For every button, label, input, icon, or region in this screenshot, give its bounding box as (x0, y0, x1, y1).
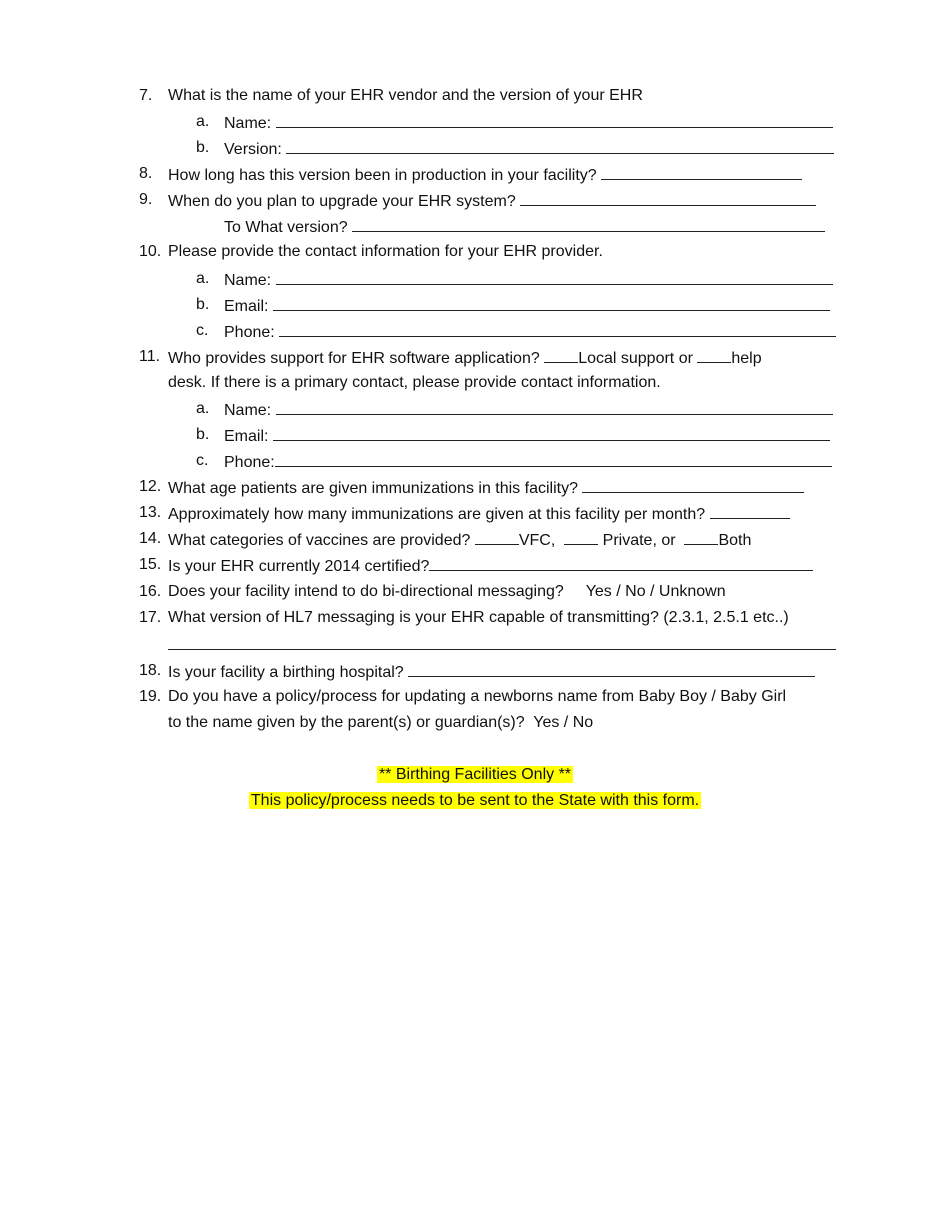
question-text: Please provide the contact information for your EHR provider. (168, 243, 603, 260)
item-letter: a. (196, 400, 210, 417)
birthing-hospital-field[interactable] (408, 658, 815, 677)
question-text: Approximately how many immunizations are given at this facility per month? (168, 506, 706, 523)
field-label: Name: (224, 402, 272, 419)
question-text: Do you have a policy/process for updating a newborns name from Baby Boy / Baby Girl (168, 688, 787, 705)
field-label: Name: (224, 115, 272, 132)
help-desk-blank[interactable] (697, 344, 731, 363)
question-number: 10. (139, 243, 162, 260)
question-text: What version of HL7 messaging is your EHR capable of transmitting? (2.3.1, 2.5.1 etc..) (168, 609, 789, 626)
item-letter: a. (196, 270, 210, 287)
field-label: Email: (224, 298, 269, 315)
question-text: When do you plan to upgrade your EHR system? (168, 193, 516, 210)
production-duration-field[interactable] (601, 161, 802, 180)
highlighted-notice: This policy/process needs to be sent to the State with this form. (250, 792, 700, 809)
question-number: 7. (139, 87, 153, 104)
both-blank[interactable] (684, 526, 718, 545)
item-letter: b. (196, 139, 210, 156)
support-phone-field[interactable] (275, 448, 832, 467)
item-letter: b. (196, 296, 210, 313)
question-text: What age patients are given immunizations in this facility? (168, 480, 578, 497)
answer-options[interactable]: Yes / No / Unknown (585, 583, 726, 600)
question-number: 15. (139, 556, 162, 573)
option-label: VFC, (518, 532, 556, 549)
local-support-blank[interactable] (544, 344, 578, 363)
question-text: to the name given by the parent(s) or guardian(s)? (168, 714, 525, 731)
item-letter: c. (196, 452, 209, 469)
support-email-field[interactable] (273, 422, 830, 441)
field-label: Phone: (224, 454, 275, 471)
question-number: 8. (139, 165, 153, 182)
field-label: Name: (224, 272, 272, 289)
vfc-blank[interactable] (475, 526, 519, 545)
question-number: 11. (139, 348, 161, 365)
vendor-name-field[interactable] (276, 109, 833, 128)
option-label: help (731, 350, 762, 367)
question-text: What categories of vaccines are provided? (168, 532, 471, 549)
private-blank[interactable] (564, 526, 598, 545)
support-name-field[interactable] (276, 396, 833, 415)
vendor-version-field[interactable] (286, 135, 834, 154)
question-text: Is your facility a birthing hospital? (168, 664, 404, 681)
question-number: 14. (139, 530, 162, 547)
upgrade-plan-field[interactable] (520, 187, 816, 206)
option-label: Both (718, 532, 752, 549)
monthly-immunizations-field[interactable] (710, 500, 790, 519)
provider-name-field[interactable] (276, 266, 833, 285)
provider-phone-field[interactable] (279, 318, 836, 337)
hl7-version-field[interactable] (168, 631, 836, 650)
question-text: Does your facility intend to do bi-directional messaging? (168, 583, 564, 600)
provider-email-field[interactable] (273, 292, 830, 311)
item-letter: a. (196, 113, 210, 130)
answer-options[interactable]: Yes / No (533, 714, 594, 731)
question-number: 17. (139, 609, 162, 626)
item-letter: c. (196, 322, 209, 339)
option-label: Local support or (578, 350, 693, 367)
question-number: 13. (139, 504, 162, 521)
field-label: Version: (224, 141, 282, 158)
question-number: 9. (139, 191, 153, 208)
highlighted-notice: ** Birthing Facilities Only ** (378, 766, 572, 783)
upgrade-version-field[interactable] (352, 213, 825, 232)
question-text: Who provides support for EHR software application? (168, 350, 540, 367)
patient-age-field[interactable] (582, 474, 804, 493)
question-number: 18. (139, 662, 162, 679)
field-label: Phone: (224, 324, 275, 341)
question-text: How long has this version been in production in your facility? (168, 167, 597, 184)
field-label: To What version? (224, 219, 348, 236)
option-label: Private, or (602, 532, 676, 549)
question-text: desk. If there is a primary contact, please provide contact information. (168, 374, 661, 391)
certification-field[interactable] (429, 552, 813, 571)
question-number: 12. (139, 478, 162, 495)
question-number: 16. (139, 583, 162, 600)
question-number: 19. (139, 688, 162, 705)
field-label: Email: (224, 428, 269, 445)
question-text: Is your EHR currently 2014 certified? (168, 558, 430, 575)
notice-line-2 (0, 788, 950, 814)
notice-line-1 (0, 762, 950, 788)
item-letter: b. (196, 426, 210, 443)
question-text: What is the name of your EHR vendor and the version of your EHR (168, 87, 643, 104)
